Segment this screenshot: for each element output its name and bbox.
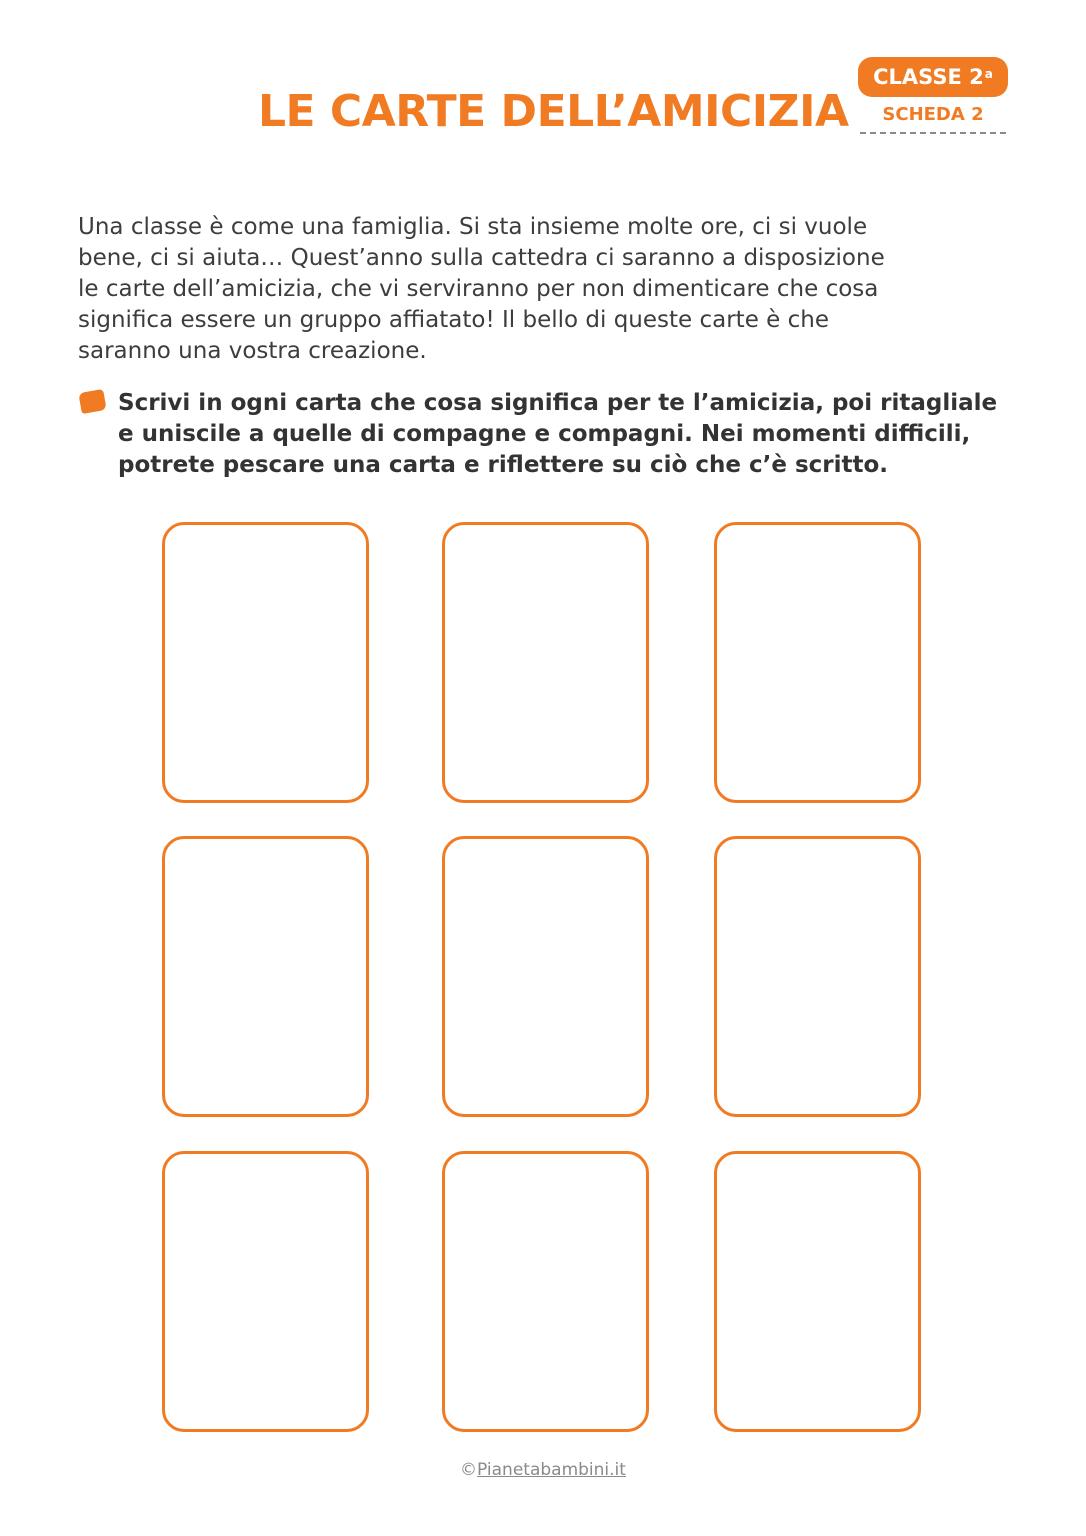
grade-badge xyxy=(858,57,1008,97)
page-title: LE CARTE DELL’AMICIZIA xyxy=(258,86,849,137)
sheet-label: SCHEDA 2 xyxy=(882,104,984,125)
friendship-card xyxy=(714,522,921,803)
friendship-card xyxy=(714,1151,921,1432)
intro-line: Una classe è come una famiglia. Si sta insieme molte ore, ci si vuole xyxy=(78,214,868,240)
friendship-card xyxy=(162,836,369,1117)
intro-line: significa essere un gruppo affiatato! Il bello di queste carte è che xyxy=(78,307,829,333)
instruction-line: e uniscile a quelle di compagne e compagni. Nei momenti difficili, xyxy=(118,421,971,447)
intro-paragraph xyxy=(78,212,988,367)
friendship-card xyxy=(162,522,369,803)
intro-line: saranno una vostra creazione. xyxy=(78,338,427,364)
instruction-text xyxy=(118,388,1018,481)
site-link[interactable]: Pianetabambini.it xyxy=(477,1460,626,1480)
bullet-icon xyxy=(78,389,106,414)
grade-label: CLASSE 2 xyxy=(873,65,984,89)
friendship-card xyxy=(442,836,649,1117)
friendship-card xyxy=(162,1151,369,1432)
friendship-card xyxy=(442,1151,649,1432)
instruction-line: potrete pescare una carta e riflettere su ciò che c’è scritto. xyxy=(118,452,889,478)
copyright-symbol: © xyxy=(460,1460,478,1480)
intro-line: le carte dell’amicizia, che vi serviranno per non dimenticare che cosa xyxy=(78,276,879,302)
friendship-card xyxy=(442,522,649,803)
intro-line: bene, ci si aiuta… Quest’anno sulla cattedra ci saranno a disposizione xyxy=(78,245,885,271)
sheet-dashed-line xyxy=(860,132,1006,134)
friendship-card xyxy=(714,836,921,1117)
footer-credit xyxy=(0,1460,1086,1480)
grade-suffix: a xyxy=(984,67,993,81)
instruction-line: Scrivi in ogni carta che cosa significa per te l’amicizia, poi ritagliale xyxy=(118,390,998,416)
